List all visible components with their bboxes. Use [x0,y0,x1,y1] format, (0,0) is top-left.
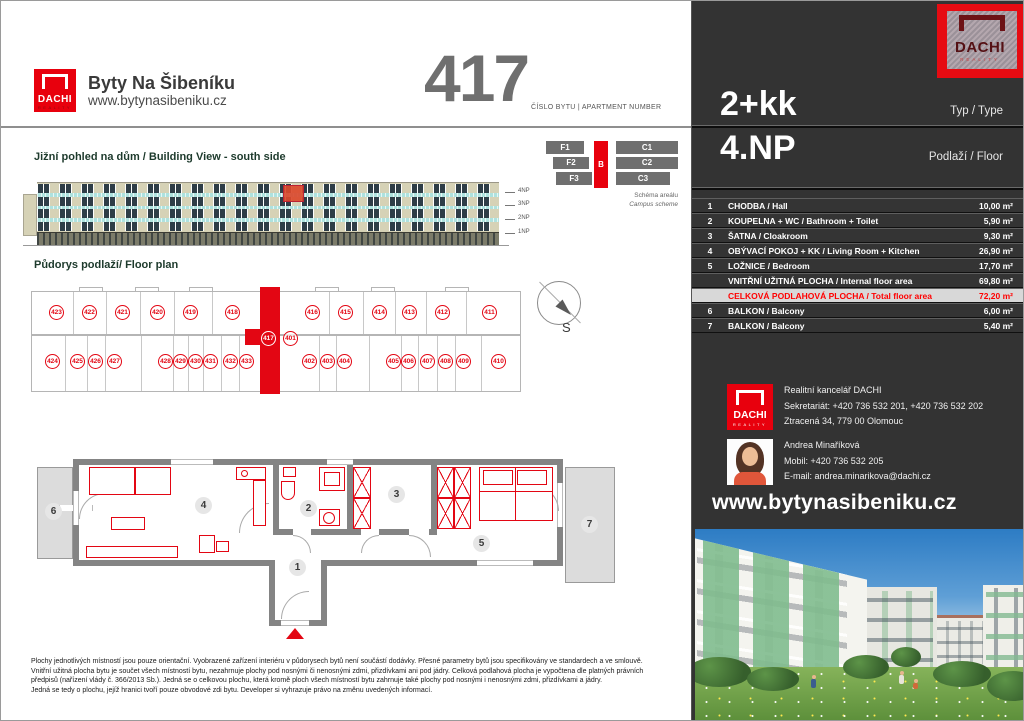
photo-windows [986,588,1023,668]
unit-divider [212,292,213,334]
apartment-floor-label: Podlaží / Floor [928,151,1003,163]
agent-torso [734,472,766,485]
interior-wall [273,459,279,535]
table-row [692,243,1024,258]
room-name: VNITŘNÍ UŽITNÁ PLOCHA / Internal floor area [728,275,913,286]
dachi-bracket-icon [736,390,764,405]
contact-block [784,383,983,430]
panel-divider [692,125,1024,128]
floor-tick [505,205,515,206]
unit-circle: 408 [438,354,453,369]
room-circle-bathroom: 2 [300,500,317,517]
bed-line [480,491,552,492]
header-divider [1,126,691,128]
entrance-arrow [286,628,304,639]
ground-line [23,245,509,246]
campus-caption-cz: Schéma areálu [634,192,678,199]
door-opening [409,529,429,535]
unit-circle: 427 [107,354,122,369]
window [327,459,353,465]
room-name: BALKON / Balcony [728,305,805,316]
washbasin [323,512,335,524]
wardrobe [454,498,471,529]
room-area: 10,00 m² [978,200,1013,211]
project-title: Byty Na Šibeníku [88,73,236,93]
wardrobe [353,498,371,529]
elevation-floor-label: 3NP [518,201,530,207]
room-circle-balcony7: 7 [581,516,598,533]
dachi-logo-text: DACHI [733,409,767,421]
floor-plan [31,287,556,397]
table-row-total-area [692,288,1024,303]
agent-face [742,447,758,466]
unit-divider [65,336,66,391]
room-area: 17,70 m² [978,260,1013,271]
dachi-bracket-icon [42,74,68,89]
room-number: 5 [707,260,713,271]
side-panel [691,1,1024,721]
unit-circle: 416 [305,305,320,320]
table-row [692,198,1024,213]
door-opening [293,529,311,535]
building-view-title: Jižní pohled na dům / Building View - south side [34,151,286,163]
sofa [135,467,171,495]
room-circle-living: 4 [195,497,212,514]
window [171,459,213,465]
dachi-logo-subtext: REALITY [960,57,1000,62]
unit-circle: 422 [82,305,97,320]
kitchen-counter [253,480,266,526]
room-name: CHODBA / Hall [728,200,788,211]
campus-block-c2: C2 [616,157,678,170]
wardrobe [437,467,454,498]
unit-circle-417: 417 [261,331,276,346]
bed-line [515,467,516,521]
elevation-facade [37,182,499,232]
complex-photo [695,529,1024,721]
desk-chair [199,535,215,553]
website-big: www.bytynasibeniku.cz [712,490,957,514]
campus-block-c1: C1 [616,141,678,154]
room-name: ŠATNA / Cloakroom [728,230,808,241]
disclaimer [31,657,686,695]
room-area: 72,20 m² [978,290,1013,301]
campus-block-b-highlighted: B [594,141,608,188]
unit-circle: 405 [386,354,401,369]
campus-block-f2: F2 [553,157,589,170]
dachi-logo [34,69,76,112]
wardrobe [437,498,454,529]
dachi-logo-text: DACHI [955,39,1005,56]
table-row [692,228,1024,243]
shower-tray [324,472,340,486]
dachi-bracket-icon [959,15,1005,31]
unit-divider [141,336,142,391]
apartment-type-label: Typ / Type [950,105,1003,117]
sofa [89,467,135,495]
toilet [281,481,295,500]
window-row [37,209,499,218]
room-area: 9,30 m² [983,230,1013,241]
unit-circle: 412 [435,305,450,320]
apartment-number: 417 [424,41,529,115]
photo-person-child [913,679,918,689]
dachi-logo-subtext: REALITY [37,105,73,110]
unit-circle: 415 [338,305,353,320]
desk [216,541,229,552]
window-row [37,222,499,231]
agent-block [784,438,931,485]
window [477,560,533,566]
room-circle-hall: 1 [289,559,306,576]
photo-person [811,675,816,688]
unit-divider [221,336,222,391]
table-row [692,318,1024,333]
kitchen-sink [241,470,248,477]
coffee-table [111,517,145,530]
unit-divider [481,336,482,391]
unit-circle: 407 [420,354,435,369]
window-row [37,197,499,206]
unit-divider [418,336,419,391]
room-number: 6 [707,305,713,316]
elevation-floor-label: 2NP [518,215,530,221]
unit-circle: 401 [283,331,298,346]
room-area: 69,80 m² [978,275,1013,286]
unit-circle: 418 [225,305,240,320]
agent-photo [727,439,773,485]
unit-circle: 425 [70,354,85,369]
unit-circle: 414 [372,305,387,320]
unit-circle: 409 [456,354,471,369]
unit-circle: 413 [402,305,417,320]
photo-bush [843,655,889,679]
apartment-type: 2+kk [720,85,797,123]
floor-plan-title: Půdorys podlaží/ Floor plan [34,259,179,271]
unit-divider [369,336,370,391]
unit-divider [363,292,364,334]
room-number: 2 [707,215,713,226]
unit-circle: 433 [239,354,254,369]
unit-circle: 421 [115,305,130,320]
campus-block-f1: F1 [546,141,584,154]
unit-circle: 410 [491,354,506,369]
floor-tick [505,192,515,193]
room-name: KOUPELNA + WC / Bathroom + Toilet [728,215,879,226]
dachi-watermark-logo [937,4,1023,78]
disclaimer-line: Vnitřní užitná plocha bytu je součet všech místností bytu, nezahrnuje plochy pod nosnými či nenosnými zdmi, přizdívkami ani pod jádry. Celková podlahová plocha je vypočtena dle platných právních [31,667,644,675]
unit-circle: 423 [49,305,64,320]
unit-circle: 402 [302,354,317,369]
floor-tick [505,219,515,220]
elevation-ground-base [37,232,499,245]
highlighted-unit-notch [245,329,261,345]
unit-divider [329,292,330,334]
unit-divider [105,336,106,391]
contact-company: Realitní kancelář DACHI [784,385,882,395]
unit-circle: 406 [401,354,416,369]
apartment-floor: 4.NP [720,129,796,167]
campus-block-c3: C3 [616,172,670,185]
room-number: 4 [707,245,713,256]
apartment-plan [31,451,631,651]
unit-divider [140,292,141,334]
wardrobe [353,467,371,498]
room-number: 1 [707,200,713,211]
photo-tree [891,647,921,667]
unit-divider [174,292,175,334]
room-circle-balcony6: 6 [45,503,62,520]
window-row [37,184,499,193]
building-elevation [23,176,531,254]
room-name: LOŽNICE / Bedroom [728,260,810,271]
unit-divider [426,292,427,334]
room-name: OBÝVACÍ POKOJ + KK / Living Room + Kitchen [728,245,920,256]
disclaimer-line: Plochy jednotlivých místností jsou pouze orientační. Vyobrazené zařízení interiéru v půdorysech bytů není součástí dodávky. Přesné parametry bytů jsou specifikovány ve standardech a ve smlouvě. [31,658,643,665]
contact-address: Ztracená 34, 779 00 Olomouc [784,416,904,426]
project-website: www.bytynasibeniku.cz [88,93,227,108]
unit-circle: 430 [188,354,203,369]
room-area: 5,90 m² [983,215,1013,226]
agent-name: Andrea Minaříková [784,440,860,450]
wardrobe [454,467,471,498]
apartment-number-label: ČÍSLO BYTU | APARTMENT NUMBER [531,104,662,111]
unit-circle: 419 [183,305,198,320]
elevation-floor-label: 1NP [518,229,530,235]
campus-scheme [541,139,686,219]
room-area: 26,90 m² [978,245,1013,256]
contact-dachi-logo [727,384,773,430]
unit-circle: 429 [173,354,188,369]
elevation-left-wing [23,194,37,236]
unit-circle: 420 [150,305,165,320]
room-number: 3 [707,230,713,241]
agent-email: E-mail: andrea.minarikova@dachi.cz [784,471,931,481]
dachi-logo-subtext: REALITY [732,422,768,427]
contact-secretariat: Sekretariát: +420 736 532 201, +420 736 532 202 [784,400,984,411]
unit-circle: 426 [88,354,103,369]
rooms-table [692,198,1024,333]
photo-bush [933,661,991,687]
room-number: 7 [707,320,713,331]
room-area: 5,40 m² [983,320,1013,331]
highlighted-unit-elevation [283,185,304,202]
window [73,491,79,525]
unit-circle: 424 [45,354,60,369]
pillow [517,470,547,485]
campus-caption-en: Campus scheme [629,201,678,208]
panel-divider [692,187,1024,190]
room-circle-cloakroom: 3 [388,486,405,503]
disclaimer-line: předpisů (nařízení vlády č. 366/2013 Sb.). Jedná se o celkovou plochu, která kromě ploch všech místností bytu zahrnuje také plochy pod nosnými i nenosnými zdmi, přizdívkami a jádry. [31,677,603,684]
room-name: CELKOVÁ PODLAHOVÁ PLOCHA / Total floor area [728,290,933,301]
entrance-opening [281,620,309,626]
table-row [692,213,1024,228]
table-row [692,303,1024,318]
unit-divider [106,292,107,334]
unit-circle: 431 [203,354,218,369]
sideboard [86,546,178,558]
unit-circle: 403 [320,354,335,369]
photo-bush [747,667,799,691]
unit-circle: 404 [337,354,352,369]
elevation-floor-label: 4NP [518,188,530,194]
floor-tick [505,233,515,234]
unit-circle: 411 [482,305,497,320]
disclaimer-line: Jedná se tedy o plochu, jejíž hranici tvoří pouze obvodové zdi bytu. Developer si vyhrazuje právo na změnu uvedených informací. [31,686,433,694]
room-circle-bedroom: 5 [473,535,490,552]
compass-south-label: S [562,320,571,335]
unit-divider [466,292,467,334]
compass [535,279,583,335]
unit-divider [73,292,74,334]
photo-person [899,671,904,684]
pillow [483,470,513,485]
agent-mobile: Mobil: +420 736 532 205 [784,455,884,466]
photo-right-building [983,585,1024,671]
unit-circle: 432 [223,354,238,369]
room-area: 6,00 m² [983,305,1013,316]
table-row [692,258,1024,273]
campus-block-f3: F3 [556,172,592,185]
dachi-logo-text: DACHI [37,94,73,105]
unit-divider [395,292,396,334]
unit-circle: 428 [158,354,173,369]
room-name: BALKON / Balcony [728,320,805,331]
table-row-internal-area [692,273,1024,288]
sink [283,467,296,477]
